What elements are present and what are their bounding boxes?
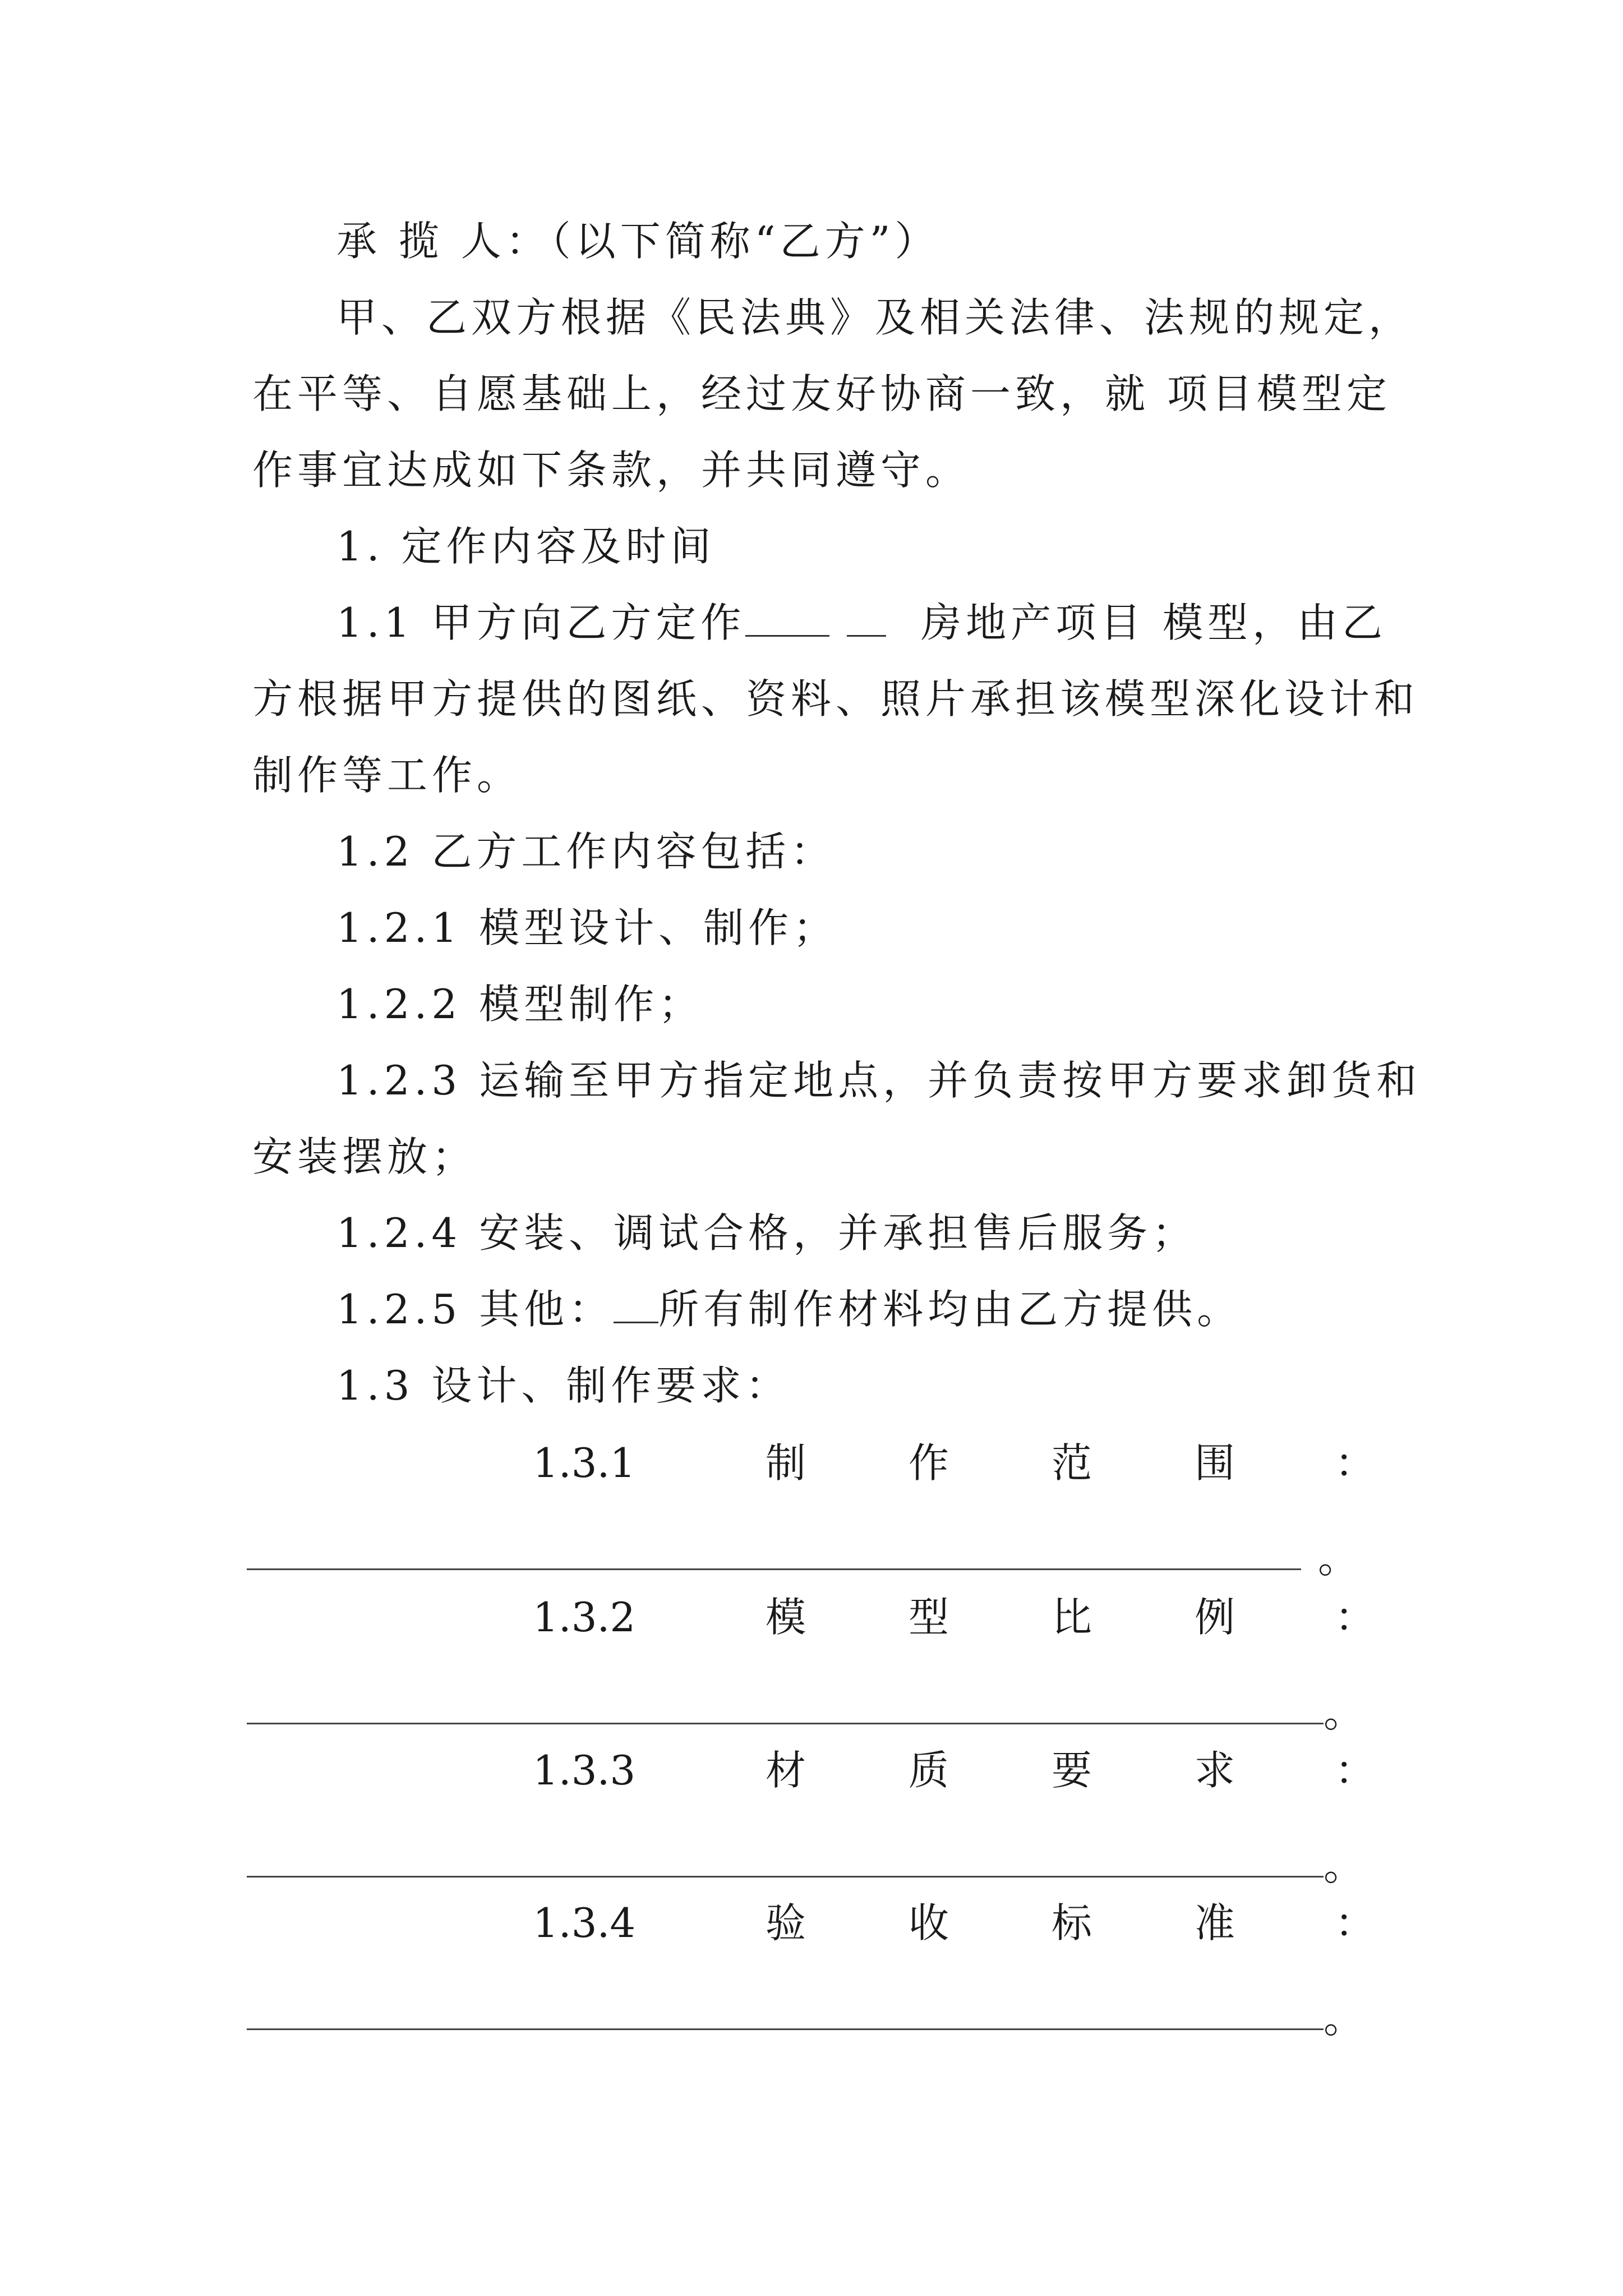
spec-char: 作 (909, 1439, 949, 1487)
clause-1-1-line-3: 制作等工作。 (252, 752, 522, 799)
spec-char: 模 (766, 1594, 806, 1641)
clause-1-1-prefix: 1.1 甲方向乙方定作 (336, 599, 746, 646)
clause-1-1-line-1 (336, 596, 1387, 650)
spec-char: 范 (1052, 1439, 1092, 1487)
clause-1-2-1: 1.2.1 模型设计、制作； (336, 904, 838, 951)
clause-1-2-5 (336, 1282, 1242, 1336)
spec-char: 质 (909, 1747, 949, 1794)
clause-1-2-3-line-1: 1.2.3 运输至甲方指定地点，并负责按甲方要求卸货和 (336, 1057, 1422, 1104)
spec-period: 。 (1324, 1995, 1364, 2042)
spec-char: 型 (909, 1594, 949, 1641)
spec-number: 1.3.3 (533, 1747, 636, 1794)
spec-colon: ： (1335, 1594, 1376, 1641)
contractor-line: 承 揽 人：（以下简称“乙方”） (336, 218, 940, 265)
spec-number: 1.3.2 (533, 1594, 636, 1641)
clause-1-2-3-line-2: 安装摆放； (252, 1133, 477, 1180)
clause-1-2-4: 1.2.4 安装、调试合格，并承担售后服务； (336, 1209, 1197, 1257)
spec-char: 验 (766, 1899, 806, 1947)
fill-in-line (247, 1568, 1301, 1570)
spec-char: 标 (1052, 1899, 1092, 1947)
spec-number: 1.3.1 (533, 1439, 636, 1487)
spec-colon: ： (1335, 1899, 1376, 1947)
spec-period: 。 (1324, 1842, 1364, 1889)
blank-field (745, 601, 829, 637)
fill-in-line (247, 2028, 1324, 2030)
spec-period: 。 (1318, 1535, 1359, 1582)
spec-char: 制 (766, 1439, 806, 1487)
spec-period: 。 (1324, 1689, 1364, 1736)
clause-1-2: 1.2 乙方工作内容包括： (336, 828, 836, 875)
spec-colon: ： (1335, 1747, 1376, 1794)
fill-in-line (247, 1723, 1324, 1724)
clause-1-3: 1.3 设计、制作要求： (336, 1362, 791, 1409)
section-1-title: 1. 定作内容及时间 (336, 523, 716, 570)
spec-char: 材 (766, 1747, 806, 1794)
clause-1-1-suffix: 房地产项目 模型，由乙 (921, 599, 1387, 646)
clause-1-2-5-suffix: 所有制作材料均由乙方提供。 (658, 1286, 1242, 1333)
spec-char: 准 (1195, 1899, 1235, 1947)
blank-field (614, 1288, 658, 1323)
spec-char: 收 (909, 1899, 949, 1947)
spec-char: 要 (1052, 1747, 1092, 1794)
spec-char: 围 (1195, 1439, 1235, 1487)
preamble-line-2: 在平等、自愿基础上，经过友好协商一致，就 项目模型定 (252, 370, 1391, 417)
spec-colon: ： (1335, 1439, 1376, 1487)
preamble-line-3: 作事宜达成如下条款，并共同遵守。 (252, 447, 971, 494)
preamble-line-1: 甲、乙双方根据《民法典》及相关法律、法规的规定， (336, 294, 1414, 341)
spec-char: 比 (1052, 1594, 1092, 1641)
clause-1-2-5-prefix: 1.2.5 其他： (336, 1286, 614, 1333)
fill-in-line (247, 1876, 1324, 1878)
spec-char: 求 (1195, 1747, 1235, 1794)
spec-char: 例 (1195, 1594, 1235, 1641)
clause-1-2-2: 1.2.2 模型制作； (336, 981, 704, 1028)
blank-field (847, 601, 886, 637)
spec-number: 1.3.4 (533, 1899, 636, 1947)
clause-1-1-line-2: 方根据甲方提供的图纸、资料、照片承担该模型深化设计和 (252, 675, 1419, 723)
